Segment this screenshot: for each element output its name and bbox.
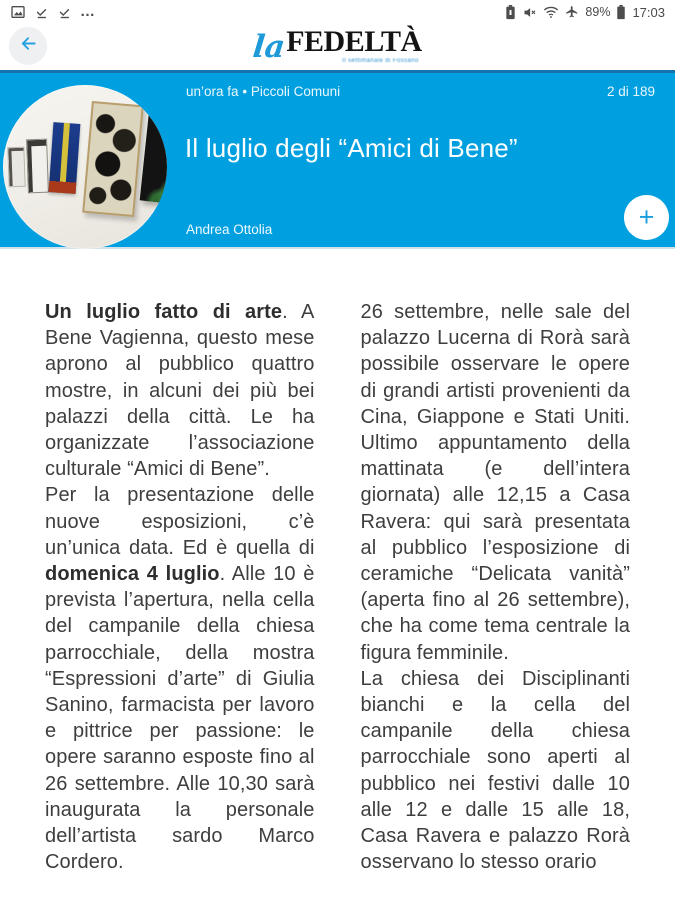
airplane-mode-icon <box>565 5 579 19</box>
article-category: Piccoli Comuni <box>250 84 341 99</box>
volume-muted-icon <box>522 5 537 20</box>
logo-prefix: la <box>251 28 288 65</box>
logo-name: FEDELTÀ <box>286 24 422 58</box>
article-meta <box>186 84 340 99</box>
newspaper-logo <box>251 24 422 65</box>
gallery-icon <box>10 4 26 20</box>
article-paragraph: Un luglio fatto di arte. A Bene Vagienna, questo mese aprono al pubblico quattro mostre, in alcuni dei più bei palazzi della città. Le ha organizzate l’associazione culturale “Amici di Bene”. <box>45 301 315 481</box>
article-column-right <box>361 299 631 900</box>
battery-icon <box>616 5 626 20</box>
article-photo-gallery-wall <box>3 85 167 249</box>
add-button[interactable] <box>624 195 669 240</box>
artwork-frame <box>26 139 49 194</box>
article-column-left <box>45 299 315 900</box>
article-pager: 2 di 189 <box>606 84 655 99</box>
status-bar-left <box>10 4 96 20</box>
artwork-frame <box>140 97 167 205</box>
plus-icon: + <box>638 202 655 232</box>
article-author: Andrea Ottolia <box>186 222 273 237</box>
artwork-frame <box>82 101 144 217</box>
back-button[interactable] <box>9 27 47 65</box>
article-paragraph: La chiesa dei Disciplinanti bianchi e la cella del campanile della chiesa parrocchiale sono aperti al pubblico nei festivi dalle 10 alle 12 e dalle 15 alle 18, Casa Ravera e palazzo Rorà osservano lo stesso orario <box>360 667 630 874</box>
battery-percent: 89% <box>585 5 611 19</box>
article-paragraph: 26 settembre, nelle sale del palazzo Lucerna di Rorà sarà possibile osservare le opere di grandi artisti provenienti da Cina, Giappone e Stati Uniti. Ultimo appuntamento della mattinata (e dell’intera giornata) alle 12,15 a Casa Ravera: qui sarà presentata al pubblico l’esposizione di ceramiche “Delicata vanità” (aperta fino al 26 settembre), che ha come tema centrale la figura femminile. <box>360 301 630 664</box>
logo-tagline: Il settimanale di Fossano <box>342 57 419 64</box>
wifi-icon <box>543 5 559 19</box>
artwork-frame <box>49 122 81 194</box>
download-done-icon <box>34 5 49 20</box>
more-notifications-icon: … <box>80 3 96 20</box>
status-bar-right <box>505 5 665 20</box>
status-bar <box>0 0 675 24</box>
arrow-left-icon <box>18 33 39 59</box>
article-title: Il luglio degli “Amici di Bene” <box>185 133 518 163</box>
article-body[interactable] <box>45 299 630 900</box>
article-time-ago: un’ora fa <box>186 84 239 99</box>
battery-saver-icon <box>505 5 516 20</box>
artwork-frame <box>7 147 25 188</box>
article-paragraph: Per la presentazione delle nuove esposizioni, c’è un’unica data. Ed è quella di domenica 4 luglio. Alle 10 è prevista l’apertura, nella cella del campanile della chiesa parrocchiale, della mostra “Espressioni d’arte” di Giulia Sanino, farmacista per lavoro e pittrice per passione: le opere saranno esposte fino al 26 settembre. Alle 10,30 sarà inaugurata la personale dell’artista sardo Marco Cordero. <box>45 484 315 874</box>
bullet-separator: • <box>242 84 248 99</box>
header <box>0 24 675 70</box>
clock: 17:03 <box>632 4 665 20</box>
article-banner <box>0 70 675 249</box>
download-done-icon <box>57 5 72 20</box>
